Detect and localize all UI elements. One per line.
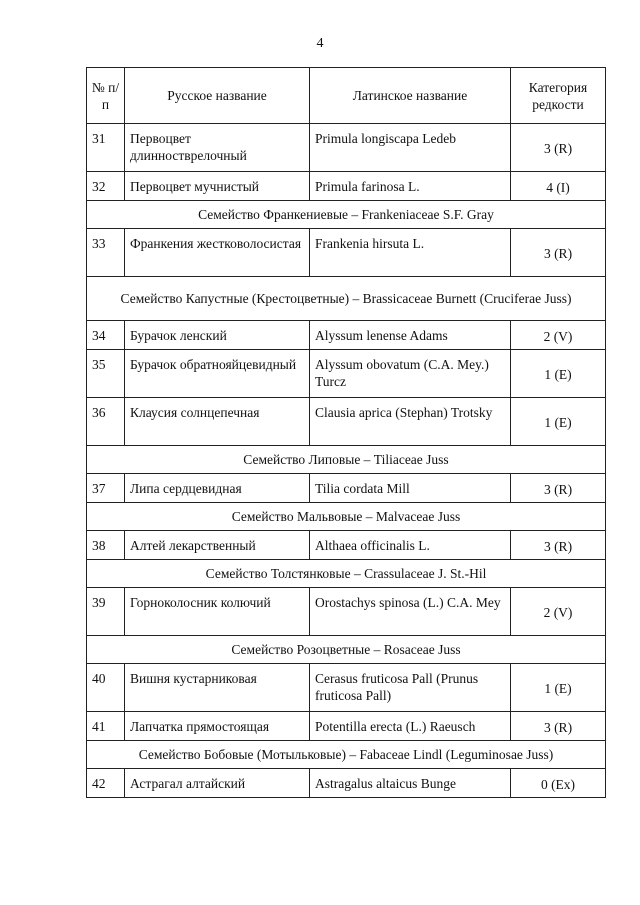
rarity-category: 1 (E): [511, 350, 606, 398]
table-row: [87, 350, 606, 398]
russian-name: Первоцвет длинностврелочный: [125, 124, 310, 172]
family-heading: Семейство Мальвовые – Malvaceae Juss: [87, 503, 606, 531]
family-row: [87, 636, 606, 664]
russian-name: Липа сердцевидная: [125, 474, 310, 503]
family-heading: Семейство Розоцветные – Rosaceae Juss: [87, 636, 606, 664]
latin-name: Potentilla erecta (L.) Raeusch: [310, 712, 511, 741]
rarity-category: 4 (I): [511, 172, 606, 201]
row-number: 37: [87, 474, 125, 503]
latin-name: Alyssum obovatum (C.A. Mey.) Turcz: [310, 350, 511, 398]
row-number: 36: [87, 398, 125, 446]
rare-species-table: [86, 67, 606, 798]
row-number: 35: [87, 350, 125, 398]
russian-name: Вишня кустарниковая: [125, 664, 310, 712]
row-number: 31: [87, 124, 125, 172]
latin-name: Clausia aprica (Stephan) Trotsky: [310, 398, 511, 446]
header-rarity-category: Категория редкости: [511, 68, 606, 124]
russian-name: Горноколосник колючий: [125, 588, 310, 636]
latin-name: Orostachys spinosa (L.) C.A. Mey: [310, 588, 511, 636]
family-heading: Семейство Липовые – Tiliaceae Juss: [87, 446, 606, 474]
header-number: № п/п: [87, 68, 125, 124]
family-row: [87, 560, 606, 588]
table-row: [87, 398, 606, 446]
latin-name: Althaea officinalis L.: [310, 531, 511, 560]
family-heading: Семейство Толстянковые – Crassulaceae J. St.-Hil: [87, 560, 606, 588]
table-row: [87, 172, 606, 201]
latin-name: Cerasus fruticosa Pall (Prunus fruticosa Pall): [310, 664, 511, 712]
table-row: [87, 588, 606, 636]
row-number: 32: [87, 172, 125, 201]
row-number: 33: [87, 229, 125, 277]
rarity-category: 3 (R): [511, 229, 606, 277]
family-row: [87, 741, 606, 769]
row-number: 34: [87, 321, 125, 350]
russian-name: Бурачок ленский: [125, 321, 310, 350]
latin-name: Astragalus altaicus Bunge: [310, 769, 511, 798]
rarity-category: 0 (Ex): [511, 769, 606, 798]
table-row: [87, 474, 606, 503]
row-number: 38: [87, 531, 125, 560]
table-row: [87, 229, 606, 277]
family-row: [87, 503, 606, 531]
family-row: [87, 201, 606, 229]
russian-name: Астрагал алтайский: [125, 769, 310, 798]
family-row: [87, 446, 606, 474]
rarity-category: 3 (R): [511, 712, 606, 741]
row-number: 39: [87, 588, 125, 636]
rarity-category: 3 (R): [511, 474, 606, 503]
row-number: 40: [87, 664, 125, 712]
rarity-category: 1 (E): [511, 398, 606, 446]
latin-name: Primula longiscapa Ledeb: [310, 124, 511, 172]
row-number: 41: [87, 712, 125, 741]
rarity-category: 2 (V): [511, 321, 606, 350]
row-number: 42: [87, 769, 125, 798]
header-latin-name: Латинское название: [310, 68, 511, 124]
latin-name: Alyssum lenense Adams: [310, 321, 511, 350]
russian-name: Бурачок обратнояйцевидный: [125, 350, 310, 398]
russian-name: Алтей лекарственный: [125, 531, 310, 560]
page-number: 4: [316, 36, 324, 51]
family-heading: Семейство Бобовые (Мотыльковые) – Fabaceae Lindl (Leguminosae Juss): [87, 741, 606, 769]
latin-name: Tilia cordata Mill: [310, 474, 511, 503]
table-row: [87, 531, 606, 560]
family-row: [87, 277, 606, 321]
rarity-category: 3 (R): [511, 531, 606, 560]
russian-name: Лапчатка прямостоящая: [125, 712, 310, 741]
family-heading: Семейство Франкениевые – Frankeniaceae S.F. Gray: [87, 201, 606, 229]
header-russian-name: Русское название: [125, 68, 310, 124]
rarity-category: 3 (R): [511, 124, 606, 172]
table-row: [87, 712, 606, 741]
rarity-category: 2 (V): [511, 588, 606, 636]
table-row: [87, 124, 606, 172]
russian-name: Первоцвет мучнистый: [125, 172, 310, 201]
table-header-row: [87, 68, 606, 124]
latin-name: Primula farinosa L.: [310, 172, 511, 201]
family-heading: Семейство Капустные (Крестоцветные) – Brassicaceae Burnett (Cruciferae Juss): [87, 277, 606, 321]
table-row: [87, 664, 606, 712]
latin-name: Frankenia hirsuta L.: [310, 229, 511, 277]
russian-name: Франкения жестковолосистая: [125, 229, 310, 277]
table-row: [87, 321, 606, 350]
rarity-category: 1 (E): [511, 664, 606, 712]
table-row: [87, 769, 606, 798]
russian-name: Клаусия солнцепечная: [125, 398, 310, 446]
